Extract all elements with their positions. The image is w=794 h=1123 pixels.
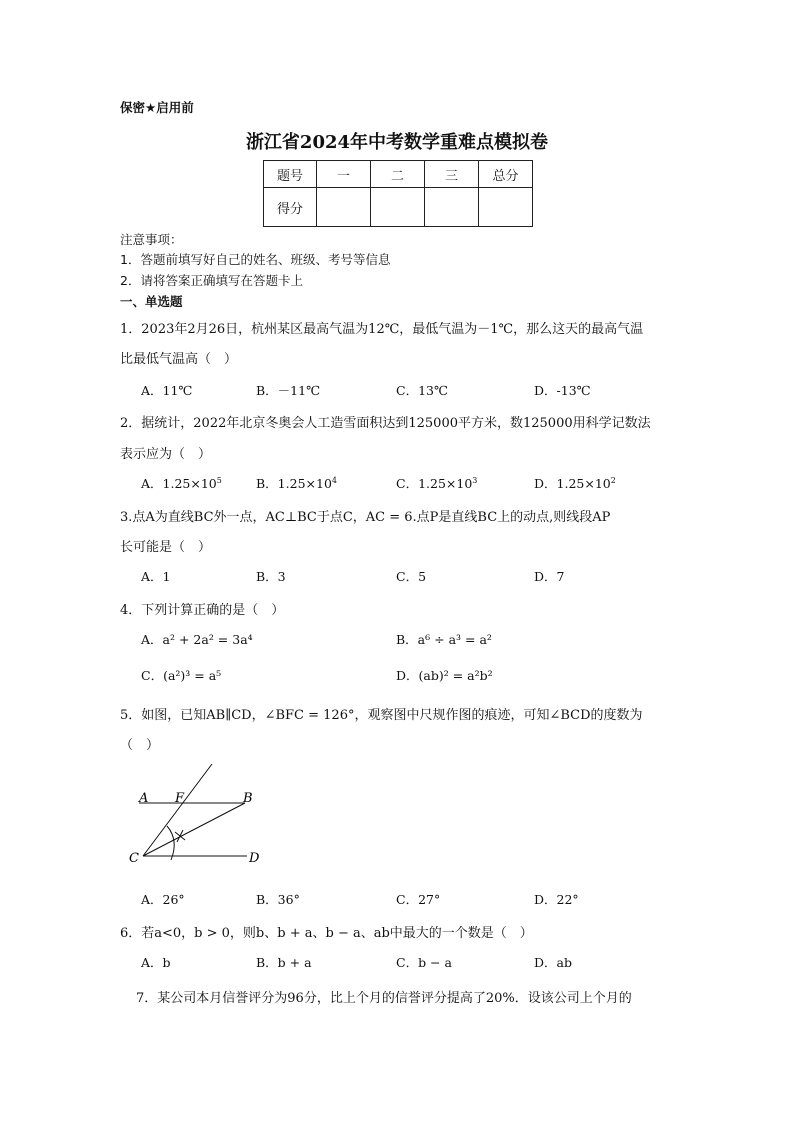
score-cell xyxy=(479,188,533,227)
q1-option-d: D．-13℃ xyxy=(534,383,591,398)
label-d: D xyxy=(249,851,260,866)
line-cb xyxy=(143,803,245,856)
q6-option-b: B．b + a xyxy=(256,955,312,970)
q5-option-b: B．36° xyxy=(256,892,300,907)
geometry-figure xyxy=(125,760,275,870)
q3-option-a: A．1 xyxy=(141,569,171,584)
question-3-line-1: 3.点A为直线BC外一点，AC⊥BC于点C，AC = 6.点P是直线BC上的动点,则线段AP xyxy=(120,510,611,525)
q1-option-a: A．11℃ xyxy=(141,383,193,398)
question-1-line-1: 1．2023年2月26日，杭州某区最高气温为12℃，最低气温为－1℃，那么这天的最高气温 xyxy=(120,322,644,337)
q3-option-c: C．5 xyxy=(396,569,427,584)
score-table-header-cell: 一 xyxy=(317,161,371,188)
exam-title: 浙江省2024年中考数学重难点模拟卷 xyxy=(245,132,549,153)
note-item: 2．请将答案正确填写在答题卡上 xyxy=(120,273,303,288)
q5-option-a: A．26° xyxy=(141,892,185,907)
q1-option-c: C．13℃ xyxy=(396,383,448,398)
score-table-header-cell: 题号 xyxy=(264,161,317,188)
label-b: B xyxy=(243,791,253,806)
q2-option-d: D．$1.25\times 10^2$ xyxy=(534,475,616,491)
label-c: C xyxy=(129,851,139,866)
score-table xyxy=(263,160,533,227)
score-row-label: 得分 xyxy=(264,188,317,227)
q6-option-c: C．b − a xyxy=(396,955,452,970)
q2-option-a: A．$1.25\times 10^5$ xyxy=(141,475,222,491)
q4-option-c: C．(a²)³ = a⁵ xyxy=(141,668,222,683)
q3-option-d: D．7 xyxy=(534,569,565,584)
q1-option-b: B．－11℃ xyxy=(256,383,321,398)
question-1-line-2: 比最低气温高（ ） xyxy=(120,352,238,367)
q4-option-a: A．a² + 2a² = 3a⁴ xyxy=(141,632,253,647)
score-table-header-row xyxy=(264,161,533,188)
section-title: 一、单选题 xyxy=(120,294,183,309)
q2-option-c: C．$1.25\times 10^3$ xyxy=(396,475,478,491)
score-cell xyxy=(371,188,425,227)
label-a: A xyxy=(139,791,149,806)
question-7-line-1: 7．某公司本月信誉评分为96分，比上个月的信誉评分提高了20%．设该公司上个月的 xyxy=(136,991,632,1006)
score-cell xyxy=(317,188,371,227)
question-5-line-2: （ ） xyxy=(120,738,160,753)
score-table-header-cell: 三 xyxy=(425,161,479,188)
confidential-label: 保密★启用前 xyxy=(120,100,194,115)
q6-option-d: D．ab xyxy=(534,955,572,970)
question-5-line-1: 5．如图，已知AB∥CD，∠BFC = 126°，观察图中尺规作图的痕迹，可知∠BCD的度数为 xyxy=(120,708,643,723)
score-cell xyxy=(425,188,479,227)
score-table-header-cell: 总分 xyxy=(479,161,533,188)
question-2-line-2: 表示应为（ ） xyxy=(120,447,212,462)
q2-option-b: B．$1.25\times 10^4$ xyxy=(256,475,337,491)
q3-option-b: B．3 xyxy=(256,569,286,584)
q5-option-c: C．27° xyxy=(396,892,441,907)
q5-option-d: D．22° xyxy=(534,892,579,907)
q4-option-b: B．a⁶ ÷ a³ = a² xyxy=(396,632,492,647)
question-6-stem: 6．若a<0，b > 0，则b、b + a、b − a、ab中最大的一个数是（ ） xyxy=(120,926,533,941)
label-f: F xyxy=(175,791,185,806)
notes-heading: 注意事项： xyxy=(120,232,183,247)
score-table-score-row xyxy=(264,188,533,227)
note-item: 1．答题前填写好自己的姓名、班级、考号等信息 xyxy=(120,252,391,267)
question-4-stem: 4．下列计算正确的是（ ） xyxy=(120,603,285,618)
q4-option-d: D．(ab)² = a²b² xyxy=(396,668,493,683)
score-table-header-cell: 二 xyxy=(371,161,425,188)
line-cf xyxy=(143,764,212,856)
question-2-line-1: 2．据统计，2022年北京冬奥会人工造雪面积达到125000平方米，数125000用科学记数法 xyxy=(120,416,651,431)
q6-option-a: A．b xyxy=(141,955,171,970)
question-3-line-2: 长可能是（ ） xyxy=(120,540,212,555)
